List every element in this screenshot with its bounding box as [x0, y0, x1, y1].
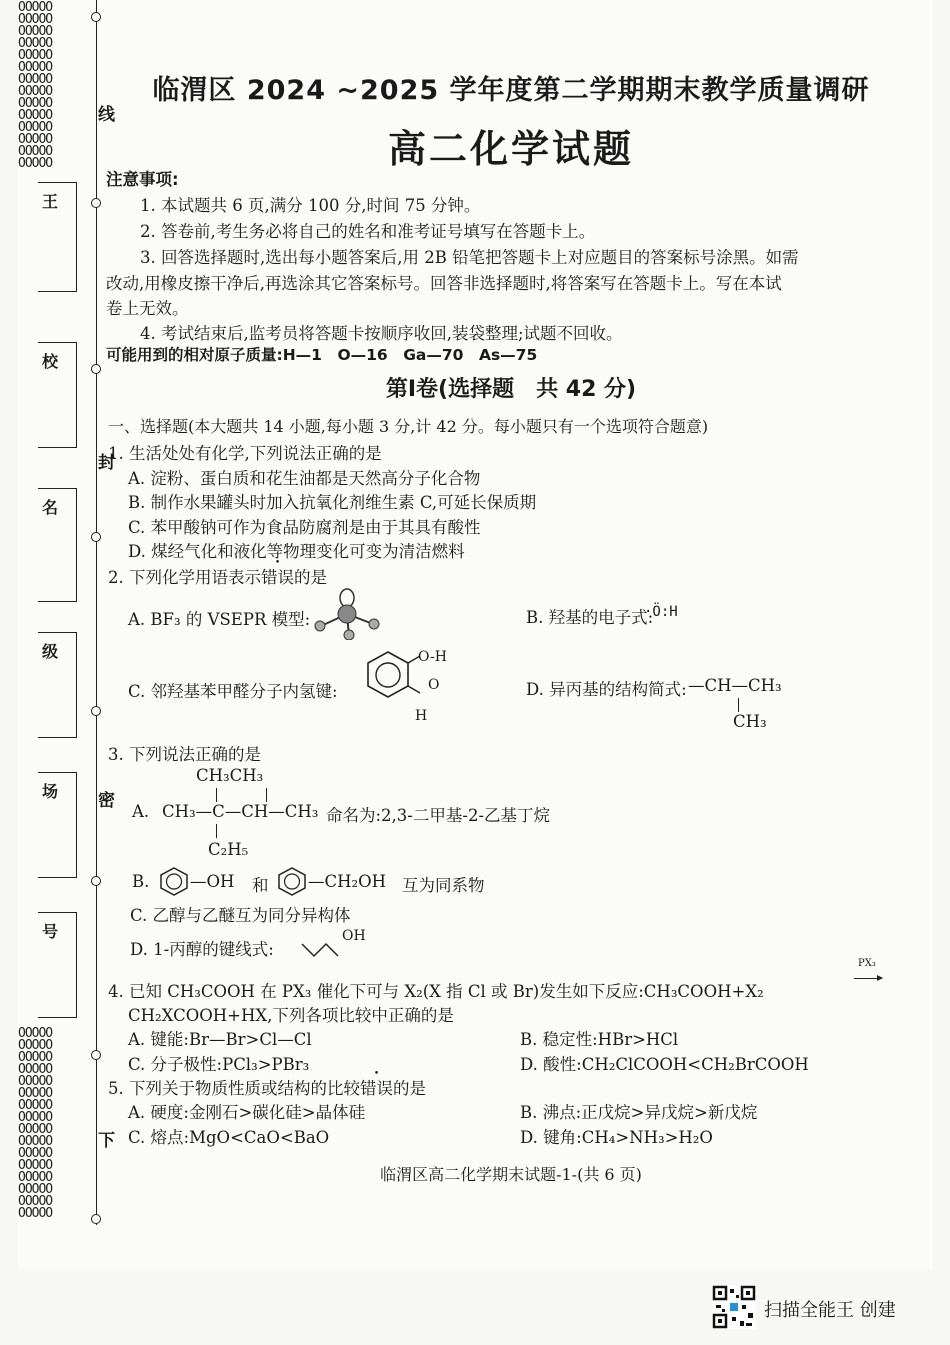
field-box-room: 场 [38, 772, 77, 878]
field-box-number: 号 [38, 912, 77, 1018]
seal-char: 线 [98, 105, 115, 125]
benzyl-alcohol-group: —CH₂OH [308, 872, 387, 891]
field-box-class: 级 [38, 632, 77, 738]
q2-option-d: D. 异丙基的结构简式: [526, 680, 687, 699]
vsepr-model-image [311, 588, 383, 640]
propanol-oh: OH [342, 928, 366, 944]
c-oh-label: O-H [418, 649, 447, 665]
ring-mark [91, 876, 101, 886]
q3a-top-groups: CH₃CH₃ [196, 766, 264, 785]
bond-line [216, 824, 217, 838]
q5-option-c: C. 熔点:MgO<CaO<BaO [128, 1128, 330, 1147]
q5-option-b: B. 沸点:正戊烷>异戊烷>新戊烷 [520, 1103, 758, 1122]
exam-title: 临渭区 2024 ~2025 学年度第二学期期末教学质量调研 [152, 75, 870, 106]
notice-item: 卷上无效。 [106, 299, 189, 318]
question-3-stem: 3. 下列说法正确的是 [108, 745, 261, 764]
dot-pattern-top: OOOOO OOOOO OOOOO OOOOO OOOOO OOOOO OOOOO OOOOO OOOOO OOOOO OOOOO OOOOO OOOOO OOOOO [18, 0, 53, 171]
ring-mark [91, 364, 101, 374]
q3a-main-chain: CH₃—C—CH—CH₃ [162, 802, 319, 821]
binding-strip [18, 0, 115, 1270]
q2-option-b: B. 羟基的电子式: [526, 608, 654, 627]
field-box-school: 校 [38, 342, 77, 448]
phenol-ring [158, 866, 190, 896]
q5-option-d: D. 键角:CH₄>NH₃>H₂O [520, 1128, 713, 1147]
notice-item: 2. 答卷前,考生务必将自己的姓名和准考证号填写在答题卡上。 [140, 222, 596, 241]
isopropyl-branch: CH₃ [733, 712, 767, 731]
qr-code-icon [712, 1285, 756, 1329]
q3-option-c: C. 乙醇与乙醚互为同分异构体 [130, 906, 351, 925]
ring-mark [91, 1214, 101, 1224]
cut-line [96, 0, 97, 1225]
c-o-label: O [428, 677, 440, 693]
notice-item: 1. 本试题共 6 页,满分 100 分,时间 75 分钟。 [140, 196, 481, 215]
dot-pattern-bottom: OOOOO OOOOO OOOOO OOOOO OOOOO OOOOO OOOOO OOOOO OOOOO OOOOO OOOOO OOOOO OOOOO OOOOO OOOOO OOOOO [18, 1026, 53, 1221]
catalyst-label: PX₃ [858, 958, 876, 969]
scanner-watermark: 扫描全能王 创建 [764, 1300, 896, 1321]
question-5-stem: 5. 下列关于物质性质或结构的比较错误的是 [108, 1079, 426, 1098]
bond-line [266, 788, 267, 802]
page-footer: 临渭区高二化学期末试题-1-(共 6 页) [380, 1165, 642, 1184]
q1-option-b: B. 制作水果罐头时加入抗氧化剂维生素 C,可延长保质期 [128, 493, 537, 512]
c-h-label: H [415, 708, 428, 724]
section-title: 第Ⅰ卷(选择题 共 42 分) [385, 377, 637, 402]
ring-mark [91, 12, 101, 22]
q3-option-a-label: A. [132, 802, 150, 821]
notice-item: 4. 考试结束后,监考员将答题卡按顺序收回,装袋整理;试题不回收。 [140, 324, 623, 343]
q4-option-d: D. 酸性:CH₂ClCOOH<CH₂BrCOOH [520, 1055, 809, 1074]
seal-char: 封 [98, 453, 115, 473]
ring-mark [91, 1050, 101, 1060]
q4-option-c: C. 分子极性:PCl₃>PBr₃ [128, 1055, 310, 1074]
seal-char: 密 [98, 791, 115, 811]
and-word: 和 [252, 876, 269, 895]
ring-mark [91, 198, 101, 208]
notice-item: 3. 回答选择题时,选出每小题答案后,用 2B 铅笔把答题卡上对应题目的答案标号涂黑。如需 [140, 248, 799, 267]
q1-option-c: C. 苯甲酸钠可作为食品防腐剂是由于其具有酸性 [128, 518, 481, 537]
arrow-head-icon [877, 975, 883, 981]
field-box: 王 [38, 182, 77, 292]
hydroxyl-electron-formula: ·Ö:H [644, 604, 678, 620]
q4-option-a: A. 键能:Br—Br>Cl—Cl [128, 1030, 312, 1049]
benzyl-ring [276, 866, 308, 896]
q5-option-a: A. 硬度:金刚石>碳化硅>晶体硅 [128, 1103, 366, 1122]
q3a-ethyl: C₂H₅ [208, 840, 249, 859]
notice-heading: 注意事项: [106, 170, 179, 189]
q1-option-a: A. 淀粉、蛋白质和花生油都是天然高分子化合物 [128, 469, 481, 488]
q3-option-d: D. 1-丙醇的键线式: [130, 940, 274, 959]
field-box-name: 名 [38, 488, 77, 602]
phenol-group: —OH [190, 872, 235, 891]
seal-char: 下 [98, 1131, 115, 1151]
notice-item: 改动,用橡皮擦干净后,再选涂其它答案标号。回答非选择题时,将答案写在答题卡上。写在本试 [106, 274, 782, 293]
isopropyl-formula: —CH—CH₃ [688, 676, 782, 695]
ring-mark [91, 706, 101, 716]
section-intro: 一、选择题(本大题共 14 小题,每小题 3 分,计 42 分。每小题只有一个选项符合题意) [108, 417, 709, 436]
q3-option-a-name: 命名为:2,3-二甲基-2-乙基丁烷 [326, 806, 551, 825]
q3-option-b-tail: 互为同系物 [402, 876, 485, 895]
question-1-stem: 1. 生活处处有化学,下列说法正确的是 [108, 444, 382, 463]
ring-mark [91, 532, 101, 542]
q4-option-b: B. 稳定性:HBr>HCl [520, 1030, 679, 1049]
bond-line [738, 698, 739, 712]
q3-option-b-label: B. [132, 872, 150, 891]
q1-option-d: D. 煤经气化和液化等物理变化可变为清洁燃料 [128, 542, 465, 561]
subject-title: 高二化学试题 [387, 127, 634, 171]
bond-line [216, 788, 217, 802]
propanol-skeleton [300, 936, 344, 960]
question-2-stem: 2. 下列化学用语表示错误的是 [108, 568, 327, 587]
question-4-stem-2: CH₂XCOOH+HX,下列各项比较中正确的是 [128, 1006, 454, 1025]
q2-option-c: C. 邻羟基苯甲醛分子内氢键: [128, 682, 338, 701]
atomic-mass-line: 可能用到的相对原子质量:H—1 O—16 Ga—70 As—75 [106, 346, 538, 364]
question-4-stem: 4. 已知 CH₃COOH 在 PX₃ 催化下可与 X₂(X 指 Cl 或 Br)发生如下反应:CH₃COOH+X₂ [108, 982, 764, 1001]
q2-option-a: A. BF₃ 的 VSEPR 模型: [128, 610, 311, 629]
